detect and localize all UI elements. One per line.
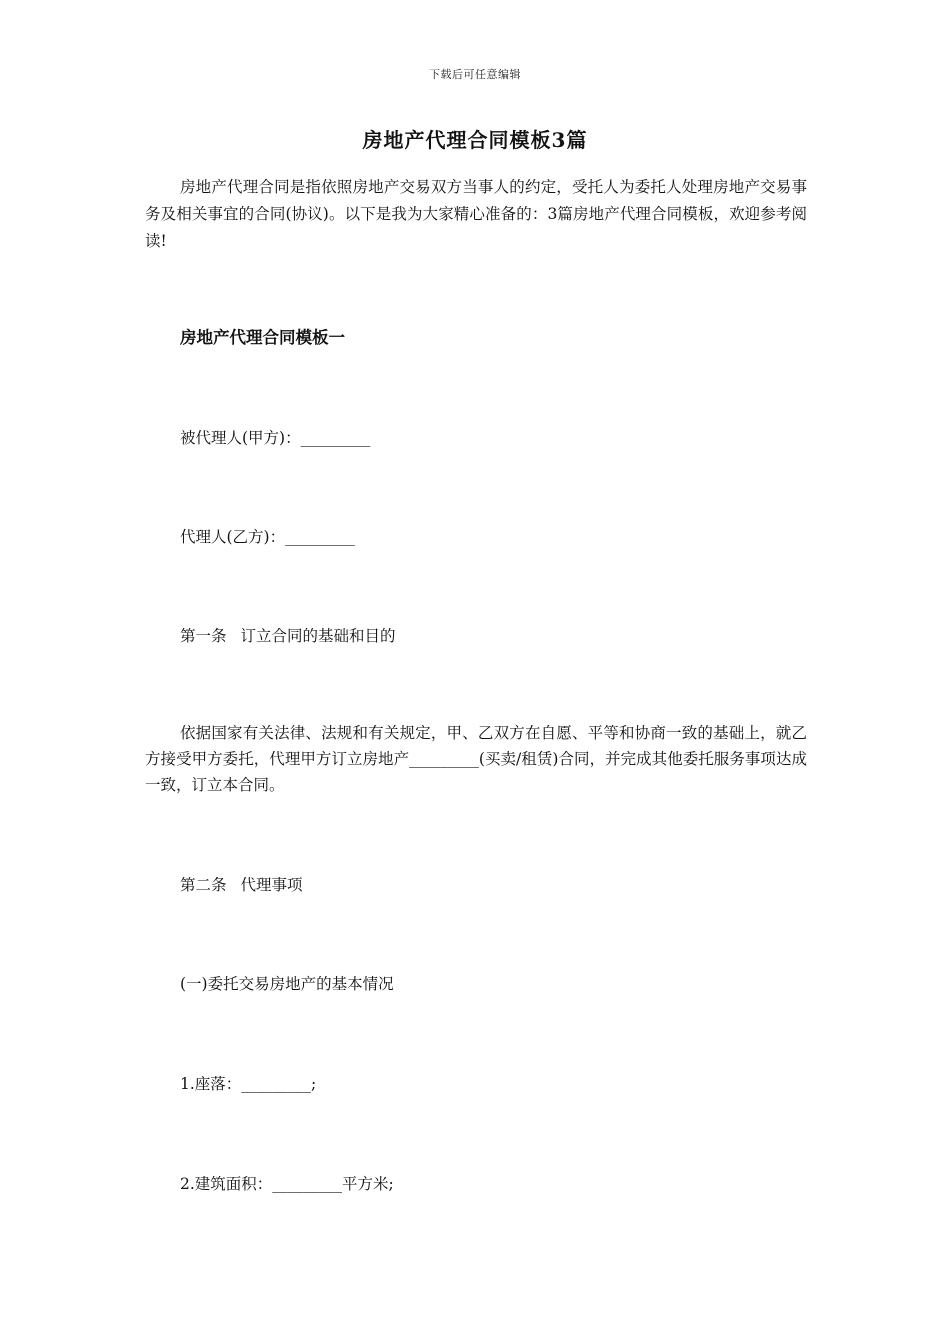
document-title: 房地产代理合同模板3篇 — [362, 128, 588, 152]
article-2-number: 第二条 — [180, 876, 227, 894]
header-note: 下载后可任意编辑 — [429, 68, 521, 81]
section-heading-one: 房地产代理合同模板一 — [180, 328, 345, 347]
article-2-heading: 代理事项 — [240, 876, 303, 894]
item-1-area: 2.建筑面积：_________平方米; — [180, 1175, 394, 1193]
article-1-body: 依据国家有关法律、法规和有关规定，甲、乙双方在自愿、平等和协商一致的基础上，就乙方接受甲方委托，代理甲方订立房地产_________(买卖/租赁)合同，并完成其他委托服务事项达成一致，订立本合同。 — [145, 724, 807, 794]
item-1-location: 1.座落：_________; — [180, 1075, 317, 1093]
item-1-heading: (一)委托交易房地产的基本情况 — [180, 975, 394, 993]
party-a-line: 被代理人(甲方)：_________ — [180, 429, 371, 447]
article-1-title — [180, 624, 396, 646]
article-1-heading: 订立合同的基础和目的 — [240, 627, 396, 645]
article-2-title — [180, 873, 303, 895]
article-1-number: 第一条 — [180, 627, 227, 645]
party-b-line: 代理人(乙方)：_________ — [180, 528, 355, 546]
intro-paragraph: 房地产代理合同是指依照房地产交易双方当事人的约定，受托人为委托人处理房地产交易事务及相关事宜的合同(协议)。以下是我为大家精心准备的：3篇房地产代理合同模板，欢迎参考阅读! — [145, 178, 807, 250]
